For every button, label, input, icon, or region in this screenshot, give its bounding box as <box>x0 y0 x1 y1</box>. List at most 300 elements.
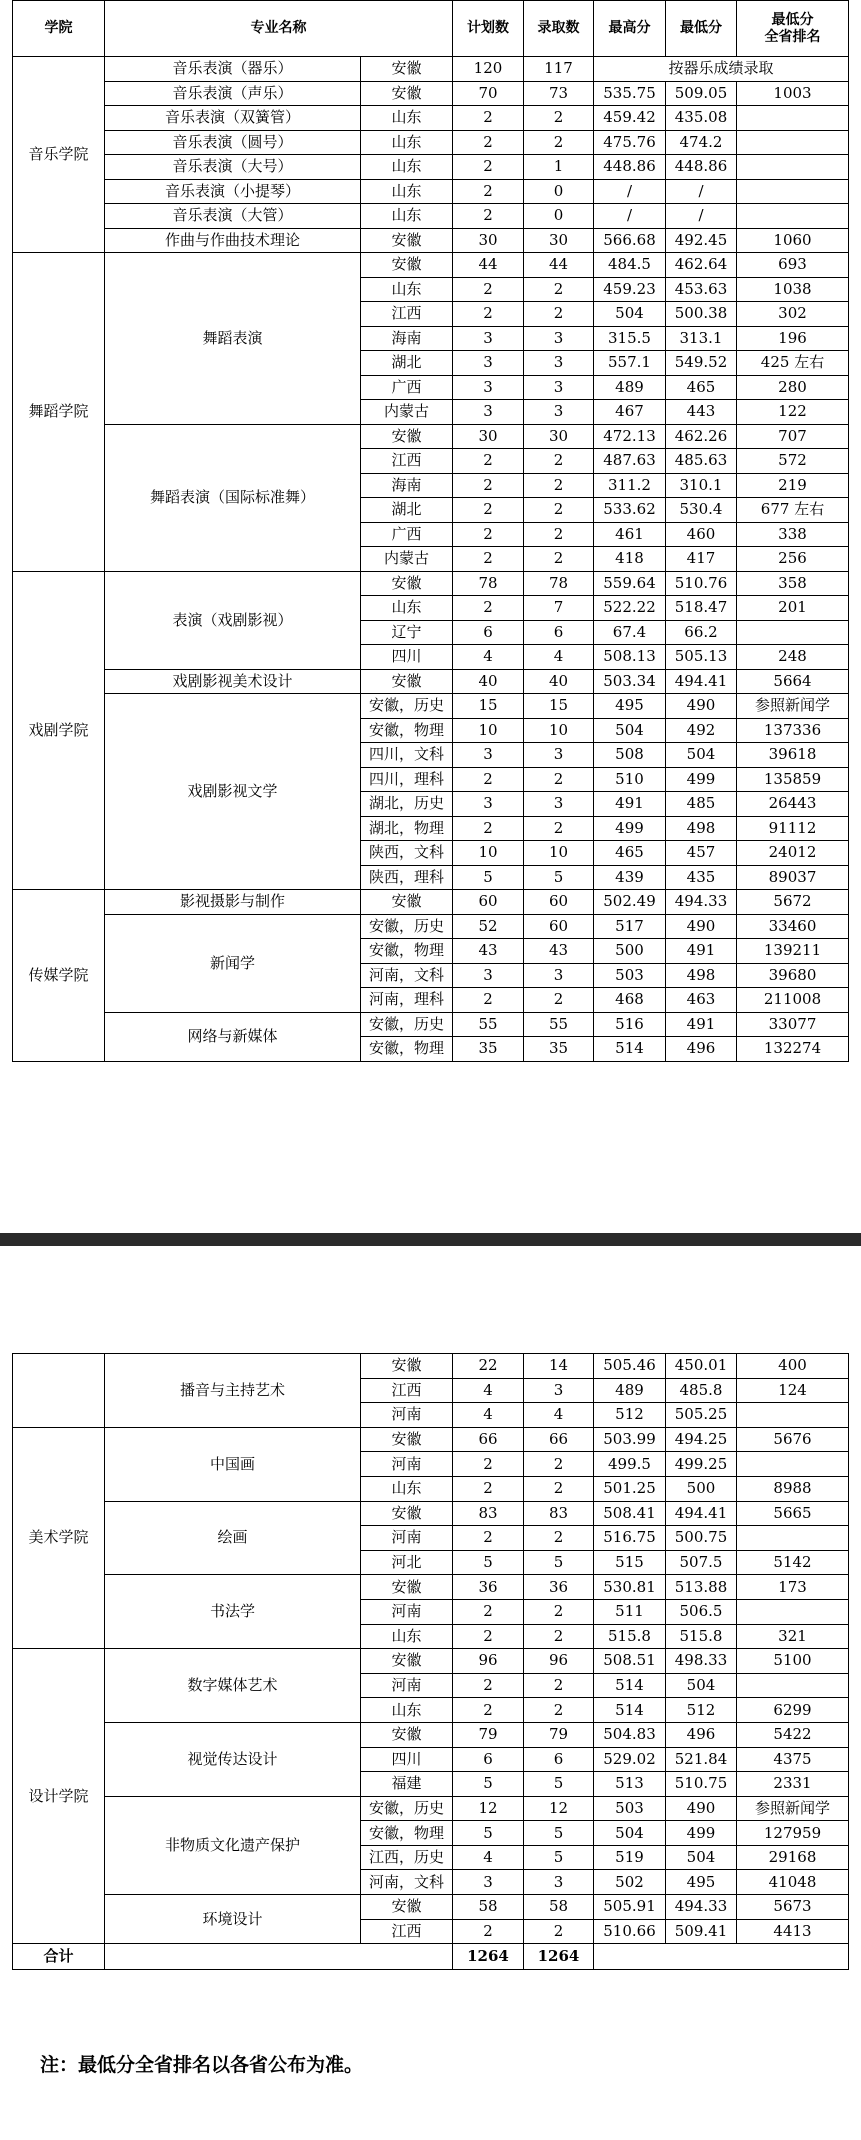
major-cell: 音乐表演（声乐） <box>105 81 361 106</box>
plan-cell: 4 <box>453 645 524 670</box>
min-cell: / <box>666 179 737 204</box>
province-cell: 四川，文科 <box>361 743 453 768</box>
rank-cell: 4413 <box>737 1919 849 1944</box>
province-cell: 安徽 <box>361 81 453 106</box>
province-cell: 安徽 <box>361 890 453 915</box>
major-cell: 书法学 <box>105 1575 361 1649</box>
max-cell: 461 <box>594 522 666 547</box>
province-cell: 广西 <box>361 522 453 547</box>
plan-cell: 3 <box>453 963 524 988</box>
max-cell: 501.25 <box>594 1476 666 1501</box>
table-row <box>13 424 849 449</box>
plan-cell: 12 <box>453 1796 524 1821</box>
plan-cell: 3 <box>453 792 524 817</box>
table-row <box>13 890 849 915</box>
plan-cell: 52 <box>453 914 524 939</box>
major-cell: 表演（戏剧影视） <box>105 571 361 669</box>
max-cell: 489 <box>594 1378 666 1403</box>
college-cell: 传媒学院 <box>13 890 105 1062</box>
admit-cell: 3 <box>524 326 594 351</box>
province-cell: 山东 <box>361 179 453 204</box>
admit-cell: 44 <box>524 253 594 278</box>
table-row <box>13 57 849 82</box>
plan-cell: 66 <box>453 1427 524 1452</box>
max-cell: 519 <box>594 1845 666 1870</box>
admit-cell: 58 <box>524 1895 594 1920</box>
province-cell: 安徽 <box>361 1575 453 1600</box>
min-cell: 448.86 <box>666 155 737 180</box>
province-cell: 海南 <box>361 326 453 351</box>
province-cell: 安徽 <box>361 571 453 596</box>
table-row <box>13 694 849 719</box>
plan-cell: 3 <box>453 326 524 351</box>
rank-cell: 5672 <box>737 890 849 915</box>
plan-cell: 43 <box>453 939 524 964</box>
min-cell: 435.08 <box>666 106 737 131</box>
major-cell: 播音与主持艺术 <box>105 1354 361 1428</box>
rank-cell <box>737 1673 849 1698</box>
province-cell: 山东 <box>361 106 453 131</box>
min-cell: 507.5 <box>666 1550 737 1575</box>
min-cell: 460 <box>666 522 737 547</box>
province-cell: 山东 <box>361 155 453 180</box>
rank-cell <box>737 155 849 180</box>
province-cell: 安徽 <box>361 1722 453 1747</box>
plan-cell: 2 <box>453 204 524 229</box>
plan-cell: 6 <box>453 620 524 645</box>
province-cell: 河北 <box>361 1550 453 1575</box>
min-cell: 491 <box>666 1012 737 1037</box>
admit-cell: 66 <box>524 1427 594 1452</box>
max-cell: 504 <box>594 302 666 327</box>
table-row <box>13 155 849 180</box>
province-cell: 河南，理科 <box>361 988 453 1013</box>
college-cell: 设计学院 <box>13 1649 105 1944</box>
min-cell: 504 <box>666 743 737 768</box>
max-cell: 516 <box>594 1012 666 1037</box>
min-cell: 490 <box>666 1796 737 1821</box>
province-cell: 山东 <box>361 1698 453 1723</box>
admit-cell: 5 <box>524 1821 594 1846</box>
admit-cell: 3 <box>524 375 594 400</box>
admission-note-cell: 按器乐成绩录取 <box>594 57 849 82</box>
province-cell: 山东 <box>361 1476 453 1501</box>
header-college: 学院 <box>13 1 105 57</box>
min-cell: 515.8 <box>666 1624 737 1649</box>
min-cell: 530.4 <box>666 498 737 523</box>
admit-cell: 2 <box>524 130 594 155</box>
province-cell: 湖北 <box>361 498 453 523</box>
min-cell: 462.64 <box>666 253 737 278</box>
admit-cell: 3 <box>524 1870 594 1895</box>
admit-cell: 10 <box>524 718 594 743</box>
admit-cell: 43 <box>524 939 594 964</box>
min-cell: 453.63 <box>666 277 737 302</box>
max-cell: 503.99 <box>594 1427 666 1452</box>
province-cell: 安徽 <box>361 1895 453 1920</box>
min-cell: 66.2 <box>666 620 737 645</box>
major-cell: 音乐表演（双簧管） <box>105 106 361 131</box>
max-cell: 515.8 <box>594 1624 666 1649</box>
plan-cell: 2 <box>453 1698 524 1723</box>
rank-cell: 358 <box>737 571 849 596</box>
province-cell: 河南 <box>361 1526 453 1551</box>
major-cell: 音乐表演（器乐） <box>105 57 361 82</box>
admit-cell: 5 <box>524 865 594 890</box>
total-row <box>13 1944 849 1970</box>
table-row <box>13 81 849 106</box>
table-row <box>13 669 849 694</box>
min-cell: 435 <box>666 865 737 890</box>
major-cell: 非物质文化遗产保护 <box>105 1796 361 1894</box>
admit-cell: 0 <box>524 204 594 229</box>
rank-cell: 26443 <box>737 792 849 817</box>
plan-cell: 2 <box>453 449 524 474</box>
admit-cell: 1 <box>524 155 594 180</box>
table-row <box>13 179 849 204</box>
plan-cell: 10 <box>453 841 524 866</box>
province-cell: 安徽，历史 <box>361 694 453 719</box>
province-cell: 四川 <box>361 645 453 670</box>
rank-cell: 29168 <box>737 1845 849 1870</box>
table-row <box>13 1895 849 1920</box>
min-cell: 485 <box>666 792 737 817</box>
rank-cell <box>737 1599 849 1624</box>
rank-cell: 4375 <box>737 1747 849 1772</box>
province-cell: 江西，历史 <box>361 1845 453 1870</box>
max-cell: 503 <box>594 1796 666 1821</box>
plan-cell: 2 <box>453 155 524 180</box>
min-cell: 474.2 <box>666 130 737 155</box>
admit-cell: 79 <box>524 1722 594 1747</box>
min-cell: 492.45 <box>666 228 737 253</box>
province-cell: 安徽，物理 <box>361 939 453 964</box>
min-cell: 494.41 <box>666 1501 737 1526</box>
max-cell: 516.75 <box>594 1526 666 1551</box>
plan-cell: 60 <box>453 890 524 915</box>
province-cell: 河南，文科 <box>361 1870 453 1895</box>
major-cell: 舞蹈表演（国际标准舞） <box>105 424 361 571</box>
major-cell: 作曲与作曲技术理论 <box>105 228 361 253</box>
plan-cell: 6 <box>453 1747 524 1772</box>
max-cell: 522.22 <box>594 596 666 621</box>
admit-cell: 60 <box>524 890 594 915</box>
admit-cell: 0 <box>524 179 594 204</box>
max-cell: 459.23 <box>594 277 666 302</box>
province-cell: 湖北，历史 <box>361 792 453 817</box>
max-cell: 508.41 <box>594 1501 666 1526</box>
plan-cell: 2 <box>453 106 524 131</box>
admit-cell: 15 <box>524 694 594 719</box>
min-cell: 498 <box>666 963 737 988</box>
max-cell: 505.46 <box>594 1354 666 1379</box>
province-cell: 陕西，理科 <box>361 865 453 890</box>
plan-cell: 96 <box>453 1649 524 1674</box>
table-row <box>13 1649 849 1674</box>
province-cell: 安徽，物理 <box>361 718 453 743</box>
admit-cell: 3 <box>524 400 594 425</box>
admit-cell: 3 <box>524 792 594 817</box>
min-cell: 490 <box>666 694 737 719</box>
max-cell: 559.64 <box>594 571 666 596</box>
admission-table-page-2 <box>12 1353 848 1970</box>
plan-cell: 2 <box>453 988 524 1013</box>
rank-cell <box>737 1452 849 1477</box>
footnote: 注：最低分全省排名以各省公布为准。 <box>40 2054 364 2076</box>
min-cell: 443 <box>666 400 737 425</box>
max-cell: 505.91 <box>594 1895 666 1920</box>
rank-cell: 400 <box>737 1354 849 1379</box>
rank-cell: 124 <box>737 1378 849 1403</box>
plan-cell: 2 <box>453 1476 524 1501</box>
min-cell: 450.01 <box>666 1354 737 1379</box>
max-cell: 448.86 <box>594 155 666 180</box>
admit-cell: 3 <box>524 1378 594 1403</box>
max-cell: 491 <box>594 792 666 817</box>
province-cell: 福建 <box>361 1772 453 1797</box>
min-cell: 496 <box>666 1722 737 1747</box>
province-cell: 辽宁 <box>361 620 453 645</box>
plan-cell: 2 <box>453 473 524 498</box>
admission-table-continued <box>12 1353 849 1970</box>
min-cell: 494.25 <box>666 1427 737 1452</box>
rank-cell: 1003 <box>737 81 849 106</box>
admit-cell: 2 <box>524 1476 594 1501</box>
min-cell: 510.76 <box>666 571 737 596</box>
province-cell: 安徽 <box>361 424 453 449</box>
min-cell: 506.5 <box>666 1599 737 1624</box>
plan-cell: 3 <box>453 743 524 768</box>
page-divider-bar <box>0 1233 861 1246</box>
major-cell: 音乐表演（大管） <box>105 204 361 229</box>
plan-cell: 2 <box>453 1452 524 1477</box>
college-cell <box>13 1354 105 1428</box>
min-cell: 494.33 <box>666 1895 737 1920</box>
admit-cell: 2 <box>524 816 594 841</box>
min-cell: 500 <box>666 1476 737 1501</box>
province-cell: 海南 <box>361 473 453 498</box>
table-row <box>13 1427 849 1452</box>
admit-cell: 2 <box>524 988 594 1013</box>
major-cell: 中国画 <box>105 1427 361 1501</box>
rank-cell <box>737 130 849 155</box>
admit-cell: 2 <box>524 449 594 474</box>
max-cell: 459.42 <box>594 106 666 131</box>
rank-cell: 6299 <box>737 1698 849 1723</box>
max-cell: 503 <box>594 963 666 988</box>
total-admit: 1264 <box>524 1944 594 1970</box>
admit-cell: 6 <box>524 620 594 645</box>
province-cell: 内蒙古 <box>361 400 453 425</box>
max-cell: 508 <box>594 743 666 768</box>
max-cell: / <box>594 204 666 229</box>
admit-cell: 2 <box>524 1698 594 1723</box>
admit-cell: 2 <box>524 1599 594 1624</box>
min-cell: 510.75 <box>666 1772 737 1797</box>
rank-cell: 5673 <box>737 1895 849 1920</box>
max-cell: 515 <box>594 1550 666 1575</box>
admit-cell: 5 <box>524 1550 594 1575</box>
table-row <box>13 1575 849 1600</box>
plan-cell: 4 <box>453 1378 524 1403</box>
major-cell: 影视摄影与制作 <box>105 890 361 915</box>
major-cell: 音乐表演（大号） <box>105 155 361 180</box>
major-cell: 视觉传达设计 <box>105 1722 361 1796</box>
rank-cell: 33077 <box>737 1012 849 1037</box>
max-cell: 533.62 <box>594 498 666 523</box>
table-row <box>13 571 849 596</box>
min-cell: 313.1 <box>666 326 737 351</box>
admit-cell: 73 <box>524 81 594 106</box>
max-cell: 315.5 <box>594 326 666 351</box>
max-cell: 535.75 <box>594 81 666 106</box>
province-cell: 江西 <box>361 302 453 327</box>
admission-table-page-1 <box>12 0 848 1062</box>
admit-cell: 2 <box>524 302 594 327</box>
admit-cell: 2 <box>524 106 594 131</box>
province-cell: 安徽，历史 <box>361 1796 453 1821</box>
admit-cell: 83 <box>524 1501 594 1526</box>
table-row <box>13 204 849 229</box>
admit-cell: 2 <box>524 767 594 792</box>
rank-cell: 256 <box>737 547 849 572</box>
major-cell: 音乐表演（圆号） <box>105 130 361 155</box>
province-cell: 安徽 <box>361 57 453 82</box>
min-cell: 509.41 <box>666 1919 737 1944</box>
rank-cell <box>737 1526 849 1551</box>
plan-cell: 70 <box>453 81 524 106</box>
plan-cell: 4 <box>453 1403 524 1428</box>
major-cell: 绘画 <box>105 1501 361 1575</box>
admit-cell: 3 <box>524 351 594 376</box>
max-cell: 499 <box>594 816 666 841</box>
max-cell: 511 <box>594 1599 666 1624</box>
table-row <box>13 1501 849 1526</box>
plan-cell: 3 <box>453 400 524 425</box>
admit-cell: 2 <box>524 498 594 523</box>
rank-cell: 280 <box>737 375 849 400</box>
admit-cell: 3 <box>524 963 594 988</box>
rank-cell: 参照新闻学 <box>737 694 849 719</box>
college-cell: 戏剧学院 <box>13 571 105 890</box>
max-cell: 517 <box>594 914 666 939</box>
header-major: 专业名称 <box>105 1 453 57</box>
max-cell: 514 <box>594 1673 666 1698</box>
province-cell: 河南，文科 <box>361 963 453 988</box>
rank-cell: 8988 <box>737 1476 849 1501</box>
province-cell: 广西 <box>361 375 453 400</box>
admit-cell: 2 <box>524 1919 594 1944</box>
max-cell: 530.81 <box>594 1575 666 1600</box>
admit-cell: 7 <box>524 596 594 621</box>
max-cell: 566.68 <box>594 228 666 253</box>
table-row <box>13 1354 849 1379</box>
plan-cell: 2 <box>453 277 524 302</box>
province-cell: 江西 <box>361 1919 453 1944</box>
rank-cell: 5100 <box>737 1649 849 1674</box>
plan-cell: 79 <box>453 1722 524 1747</box>
major-cell: 戏剧影视文学 <box>105 694 361 890</box>
min-cell: 465 <box>666 375 737 400</box>
rank-cell: 338 <box>737 522 849 547</box>
plan-cell: 2 <box>453 596 524 621</box>
max-cell: 67.4 <box>594 620 666 645</box>
rank-cell: 302 <box>737 302 849 327</box>
plan-cell: 44 <box>453 253 524 278</box>
header-max: 最高分 <box>594 1 666 57</box>
province-cell: 安徽 <box>361 1354 453 1379</box>
plan-cell: 120 <box>453 57 524 82</box>
rank-cell: 1038 <box>737 277 849 302</box>
min-cell: 457 <box>666 841 737 866</box>
plan-cell: 5 <box>453 1821 524 1846</box>
plan-cell: 2 <box>453 1673 524 1698</box>
table-row <box>13 1012 849 1037</box>
min-cell: / <box>666 204 737 229</box>
min-cell: 492 <box>666 718 737 743</box>
province-cell: 山东 <box>361 1624 453 1649</box>
plan-cell: 30 <box>453 228 524 253</box>
max-cell: 502.49 <box>594 890 666 915</box>
province-cell: 安徽，历史 <box>361 1012 453 1037</box>
min-cell: 496 <box>666 1037 737 1062</box>
plan-cell: 40 <box>453 669 524 694</box>
total-label: 合计 <box>13 1944 105 1970</box>
table-header-row <box>13 1 849 57</box>
plan-cell: 55 <box>453 1012 524 1037</box>
rank-cell: 219 <box>737 473 849 498</box>
plan-cell: 2 <box>453 1599 524 1624</box>
min-cell: 494.41 <box>666 669 737 694</box>
province-cell: 山东 <box>361 596 453 621</box>
rank-cell: 39618 <box>737 743 849 768</box>
min-cell: 495 <box>666 1870 737 1895</box>
min-cell: 498 <box>666 816 737 841</box>
max-cell: 475.76 <box>594 130 666 155</box>
min-cell: 500.38 <box>666 302 737 327</box>
province-cell: 安徽 <box>361 669 453 694</box>
min-cell: 549.52 <box>666 351 737 376</box>
max-cell: 472.13 <box>594 424 666 449</box>
admit-cell: 36 <box>524 1575 594 1600</box>
rank-cell: 693 <box>737 253 849 278</box>
rank-cell: 33460 <box>737 914 849 939</box>
admit-cell: 2 <box>524 473 594 498</box>
province-cell: 安徽 <box>361 1649 453 1674</box>
college-cell: 美术学院 <box>13 1427 105 1648</box>
max-cell: 467 <box>594 400 666 425</box>
province-cell: 内蒙古 <box>361 547 453 572</box>
max-cell: 418 <box>594 547 666 572</box>
major-cell: 舞蹈表演 <box>105 253 361 425</box>
admission-table <box>12 0 849 1062</box>
rank-cell: 41048 <box>737 1870 849 1895</box>
plan-cell: 2 <box>453 498 524 523</box>
rank-cell: 196 <box>737 326 849 351</box>
admit-cell: 2 <box>524 1452 594 1477</box>
rank-cell <box>737 106 849 131</box>
min-cell: 504 <box>666 1845 737 1870</box>
major-cell: 数字媒体艺术 <box>105 1649 361 1723</box>
min-cell: 499.25 <box>666 1452 737 1477</box>
max-cell: 503.34 <box>594 669 666 694</box>
province-cell: 安徽，历史 <box>361 914 453 939</box>
rank-cell: 1060 <box>737 228 849 253</box>
min-cell: 504 <box>666 1673 737 1698</box>
province-cell: 河南 <box>361 1673 453 1698</box>
rank-cell: 2331 <box>737 1772 849 1797</box>
max-cell: / <box>594 179 666 204</box>
